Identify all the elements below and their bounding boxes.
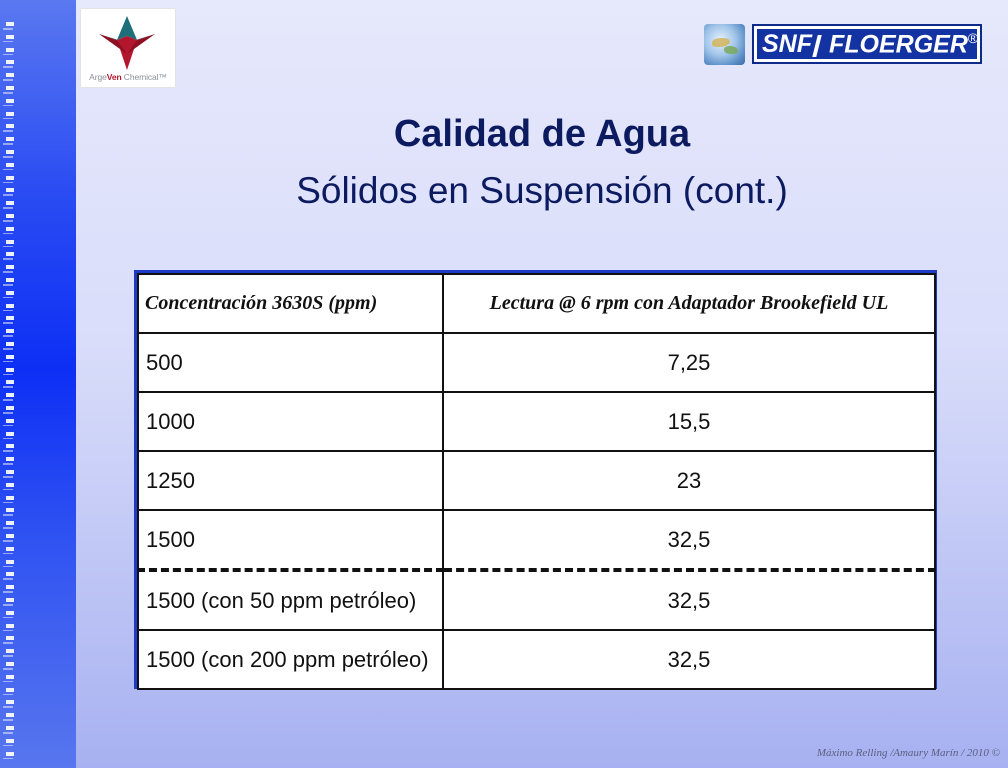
- cell-reading: 32,5: [443, 630, 935, 689]
- bar-dash-faint: [3, 348, 13, 350]
- bar-dash-faint: [3, 233, 13, 235]
- bar-dash: [6, 124, 14, 128]
- bar-dash-faint: [3, 719, 13, 721]
- bar-dash-faint: [3, 681, 13, 683]
- bar-dash-faint: [3, 706, 13, 708]
- bar-dash-faint: [3, 28, 13, 30]
- bar-dash-faint: [3, 489, 13, 491]
- table-header-row: [138, 274, 935, 333]
- bar-dash: [6, 598, 14, 602]
- bar-dash-faint: [3, 271, 13, 273]
- bar-dash-faint: [3, 694, 13, 696]
- bar-dash: [6, 688, 14, 692]
- bar-dash: [6, 585, 14, 589]
- header-reading: Lectura @ 6 rpm con Adaptador Brookefield UL: [443, 274, 935, 333]
- bar-dash: [6, 444, 14, 448]
- bar-dash-faint: [3, 169, 13, 171]
- bar-dash: [6, 214, 14, 218]
- bar-dash-faint: [3, 361, 13, 363]
- viscosity-table: [137, 273, 936, 690]
- bar-dash: [6, 227, 14, 231]
- bar-dash: [6, 137, 14, 141]
- bar-dash-faint: [3, 54, 13, 56]
- bar-dash: [6, 726, 14, 730]
- cell-concentration: 1500: [138, 510, 443, 570]
- bar-dash: [6, 176, 14, 180]
- table-row: [138, 630, 935, 689]
- bar-dash: [6, 60, 14, 64]
- bar-dash-faint: [3, 514, 13, 516]
- bar-dash: [6, 662, 14, 666]
- bar-dash-faint: [3, 41, 13, 43]
- bar-dash: [6, 368, 14, 372]
- cell-concentration: 1500 (con 200 ppm petróleo): [138, 630, 443, 689]
- bar-dash-faint: [3, 527, 13, 529]
- bar-dash: [6, 278, 14, 282]
- argeven-star-icon: [95, 14, 159, 72]
- bar-dash: [6, 406, 14, 410]
- bar-dash: [6, 188, 14, 192]
- bar-dash: [6, 508, 14, 512]
- slide-subtitle: Sólidos en Suspensión (cont.): [296, 170, 788, 211]
- cell-concentration: 1500 (con 50 ppm petróleo): [138, 570, 443, 630]
- table-row: [138, 570, 935, 630]
- bar-dash: [6, 713, 14, 717]
- bar-dash-faint: [3, 553, 13, 555]
- bar-dash: [6, 86, 14, 90]
- bar-dash: [6, 342, 14, 346]
- bar-dash-faint: [3, 322, 13, 324]
- bar-dash: [6, 163, 14, 167]
- bar-dash-faint: [3, 655, 13, 657]
- cell-reading: 23: [443, 451, 935, 510]
- bar-dash: [6, 316, 14, 320]
- bar-dash-faint: [3, 156, 13, 158]
- bar-dash: [6, 240, 14, 244]
- table-row: [138, 510, 935, 570]
- slide-title: Calidad de Agua: [393, 113, 691, 155]
- bar-dash: [6, 534, 14, 538]
- bar-dash-faint: [3, 79, 13, 81]
- bar-dash-faint: [3, 310, 13, 312]
- cell-concentration: 1250: [138, 451, 443, 510]
- left-decorative-bar: [0, 0, 76, 768]
- bar-dash: [6, 572, 14, 576]
- bar-dash-faint: [3, 118, 13, 120]
- bar-dash: [6, 35, 14, 39]
- header-concentration: Concentración 3630S (ppm): [138, 274, 443, 333]
- cell-reading: 32,5: [443, 510, 935, 570]
- bar-dash: [6, 380, 14, 384]
- bar-dash: [6, 611, 14, 615]
- bar-dash-faint: [3, 246, 13, 248]
- bar-dash: [6, 291, 14, 295]
- snf-floerger-logo: [752, 24, 982, 64]
- bar-dash: [6, 419, 14, 423]
- argeven-brand-text: ArgeVen Chemical™: [89, 72, 167, 82]
- floerger-logo-text: FLOERGER®: [829, 30, 979, 59]
- bar-dash-faint: [3, 284, 13, 286]
- cell-concentration: 500: [138, 333, 443, 392]
- bar-dash-faint: [3, 604, 13, 606]
- bar-dash-faint: [3, 182, 13, 184]
- bar-dash-faint: [3, 502, 13, 504]
- bar-dash-faint: [3, 732, 13, 734]
- bar-dash: [6, 329, 14, 333]
- bar-dash-faint: [3, 143, 13, 145]
- bar-dash: [6, 649, 14, 653]
- bar-dash-faint: [3, 578, 13, 580]
- cell-reading: 32,5: [443, 570, 935, 630]
- bar-dash-faint: [3, 425, 13, 427]
- bar-dash: [6, 112, 14, 116]
- bar-dash: [6, 265, 14, 269]
- bar-dash: [6, 150, 14, 154]
- bar-dash: [6, 355, 14, 359]
- globe-icon: [704, 24, 745, 65]
- bar-dash-faint: [3, 66, 13, 68]
- bar-dash: [6, 547, 14, 551]
- bar-dash: [6, 470, 14, 474]
- bar-dash: [6, 496, 14, 500]
- argeven-logo: [80, 8, 176, 88]
- table-row: [138, 392, 935, 451]
- bar-dash-faint: [3, 450, 13, 452]
- bar-dash-faint: [3, 297, 13, 299]
- bar-dash-faint: [3, 386, 13, 388]
- cell-reading: 15,5: [443, 392, 935, 451]
- bar-dash: [6, 700, 14, 704]
- bar-dash-faint: [3, 745, 13, 747]
- bar-dash: [6, 393, 14, 397]
- bar-dash-faint: [3, 476, 13, 478]
- bar-dash-faint: [3, 758, 13, 760]
- bar-dash-faint: [3, 438, 13, 440]
- bar-dash: [6, 636, 14, 640]
- table-row: [138, 333, 935, 392]
- bar-dash-faint: [3, 630, 13, 632]
- table-row: [138, 451, 935, 510]
- bar-dash-faint: [3, 412, 13, 414]
- bar-dash: [6, 73, 14, 77]
- bar-dash-faint: [3, 668, 13, 670]
- bar-dash: [6, 675, 14, 679]
- bar-dash-faint: [3, 399, 13, 401]
- bar-dash-faint: [3, 463, 13, 465]
- bar-dash: [6, 432, 14, 436]
- bar-dash: [6, 457, 14, 461]
- cell-reading: 7,25: [443, 333, 935, 392]
- bar-dash-faint: [3, 92, 13, 94]
- snf-logo-text: SNF: [762, 30, 812, 58]
- bar-dash-faint: [3, 617, 13, 619]
- bar-dash: [6, 201, 14, 205]
- bar-dash: [6, 752, 14, 756]
- data-table-frame: [134, 270, 937, 689]
- bar-dash-faint: [3, 194, 13, 196]
- bar-dash: [6, 99, 14, 103]
- bar-dash-faint: [3, 566, 13, 568]
- bar-dash: [6, 521, 14, 525]
- bar-dash-faint: [3, 374, 13, 376]
- bar-dash: [6, 739, 14, 743]
- bar-dash-faint: [3, 642, 13, 644]
- footer-credit: Máximo Relling /Amaury Marín / 2010 ©: [816, 747, 1000, 759]
- bar-dash-faint: [3, 130, 13, 132]
- bar-dash-faint: [3, 591, 13, 593]
- bar-dash-faint: [3, 335, 13, 337]
- bar-dash: [6, 483, 14, 487]
- bar-dash-faint: [3, 207, 13, 209]
- bar-dash: [6, 252, 14, 256]
- bar-dash: [6, 22, 14, 26]
- bar-dash: [6, 560, 14, 564]
- bar-dash-faint: [3, 540, 13, 542]
- cell-concentration: 1000: [138, 392, 443, 451]
- bar-dash: [6, 624, 14, 628]
- bar-dash-faint: [3, 105, 13, 107]
- bar-dash-faint: [3, 258, 13, 260]
- bar-dash: [6, 304, 14, 308]
- bar-dash: [6, 48, 14, 52]
- bar-dash-faint: [3, 220, 13, 222]
